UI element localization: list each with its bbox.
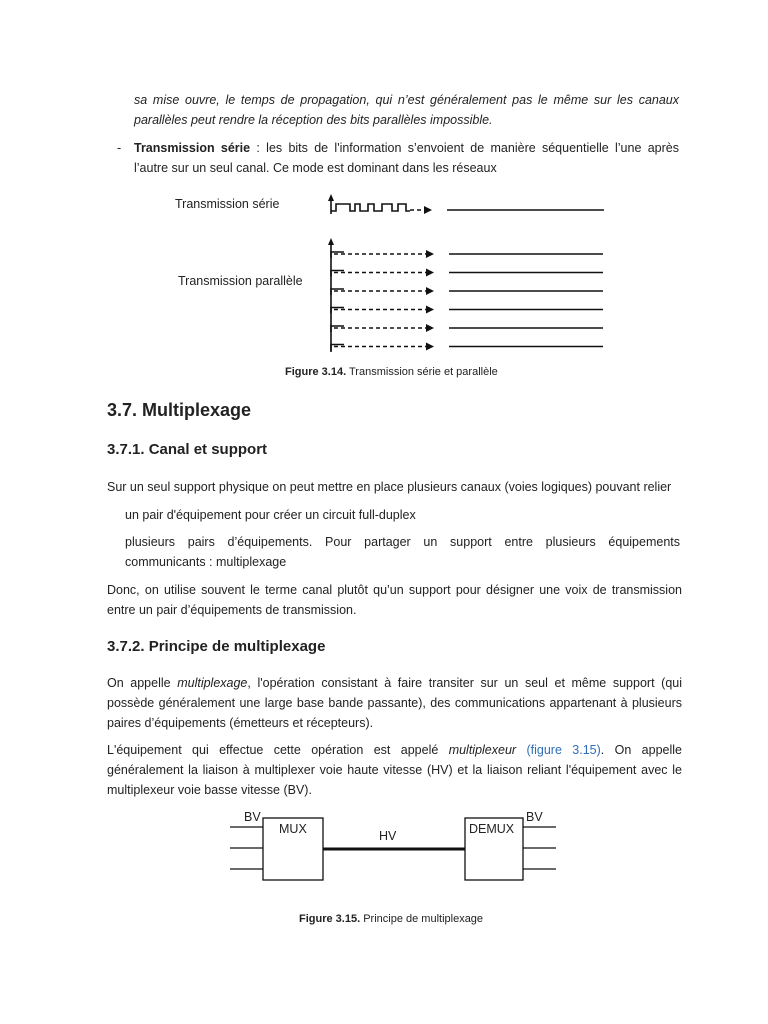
parallel-bit-marker-2 [331,271,344,277]
principle-p1-pre: On appelle [107,676,178,690]
figure-3-14-caption [285,366,498,378]
parallel-arrowhead-1 [426,250,434,258]
parallel-arrowhead-4 [426,306,434,314]
canal-paragraph-2: un pair d'équipement pour créer un circuit full-duplex [125,508,416,522]
figure-3-15-link[interactable]: (figure 3.15) [526,743,601,757]
principle-p1-term: multiplexage [177,676,248,690]
parallel-arrowhead-5 [426,324,434,332]
figure-3-14-caption-text: Transmission série et parallèle [346,366,498,378]
mux-label: MUX [279,822,307,836]
label-serial-transmission: Transmission série [175,197,280,211]
bv-right-label: BV [526,810,543,824]
canal-paragraph-1: Sur un seul support physique on peut mettre en place plusieurs canaux (voies logiques) pouvant relier [107,480,672,494]
principle-paragraph-1 [107,673,682,733]
parallel-bit-marker-3 [331,289,344,295]
bullet-text: : les bits de l'information s’envoient de manière séquentielle l’une après l’autre sur un seul canal. Ce mode est dominant dans les réseaux [134,141,679,175]
figure-3-15-caption-text: Principe de multiplexage [360,913,484,925]
figure-3-15-caption [299,913,483,925]
section-3-7-1-heading: 3.7.1. Canal et support [107,441,268,458]
bv-left-label: BV [244,810,261,824]
parallel-bit-marker-4 [331,308,344,314]
section-3-7-heading: 3.7. Multiplexage [107,400,252,420]
hv-label: HV [379,829,397,843]
parallel-arrowhead-2 [426,269,434,277]
section-3-7-2-heading: 3.7.2. Principe de multiplexage [107,638,326,655]
serial-signal-wave [331,204,410,211]
principle-p2-post: . On appelle généralement la liaison à multiplexer voie haute vitesse (HV) et la liaison reliant l'équipement avec le multiplexeur voie basse vitesse (BV). [107,743,682,797]
figure-3-14-caption-number: Figure 3.14. [285,366,347,378]
bullet-serial-transmission [134,138,679,178]
bullet-dash: - [117,141,122,155]
label-parallel-transmission: Transmission parallèle [178,274,303,288]
parallel-bit-marker-5 [331,326,344,332]
canal-paragraph-3: plusieurs pairs d’équipements. Pour partager un support entre plusieurs équipements communicants : multiplexage [125,535,680,569]
serial-axis-arrow [328,194,334,201]
principle-p2-pre: L'équipement qui effectue cette opération est appelé [107,743,449,757]
principle-p2-term: multiplexeur [448,743,517,757]
bullet-term: Transmission série [134,141,251,155]
parallel-arrowhead-3 [426,287,434,295]
principle-p1-post: , l'opération consistant à faire transiter sur un seul et même support (qui possède généralement une large base bande passante), des communications appartenant à plusieurs paires d’équipements (émetteurs et récepteurs). [107,676,682,730]
intro-paragraph: sa mise ouvre, le temps de propagation, qui n’est généralement pas le même sur les canaux parallèles peut rendre la réception des bits parallèles impossible. [134,93,679,127]
parallel-arrowhead-6 [426,343,434,351]
parallel-axis-arrow [328,238,334,245]
canal-paragraph-4: Donc, on utilise souvent le terme canal plutôt qu’un support pour désigner une voix de transmission entre un pair d’équipements de transmission. [107,583,682,617]
figure-3-14-diagram [322,190,622,360]
principle-paragraph-2 [107,740,682,800]
parallel-bit-marker-6 [331,345,344,351]
demux-label: DEMUX [469,822,515,836]
serial-arrowhead [424,206,432,214]
figure-3-15-caption-number: Figure 3.15. [299,913,361,925]
parallel-bit-marker-1 [331,252,344,258]
